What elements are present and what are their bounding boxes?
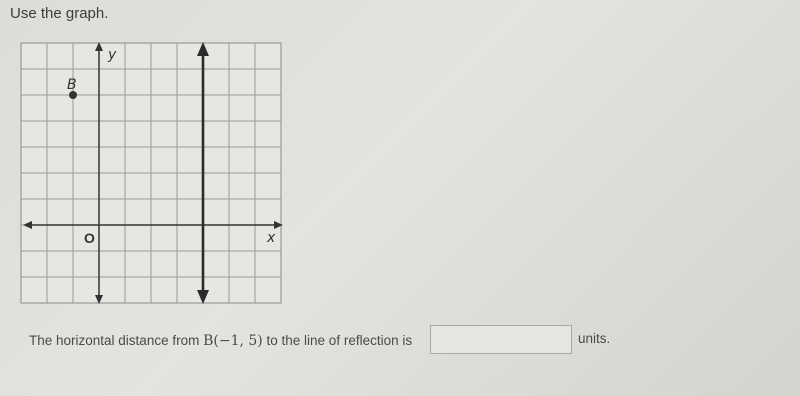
answer-input[interactable] [430, 325, 572, 354]
y-axis-label: y [108, 47, 117, 63]
question-suffix: to the line of reflection is [262, 333, 413, 348]
question-prefix: The horizontal distance from [29, 333, 204, 348]
units-label: units. [578, 331, 611, 346]
graph-canvas [18, 40, 284, 306]
point-b-label: B [67, 77, 77, 93]
coordinate-graph [18, 40, 284, 306]
origin-label: O [84, 230, 95, 246]
x-axis-label: x [267, 230, 276, 246]
question-text [29, 333, 412, 349]
point-expression: B(−1, 5) [203, 333, 263, 349]
instruction-text: Use the graph. [10, 5, 109, 22]
